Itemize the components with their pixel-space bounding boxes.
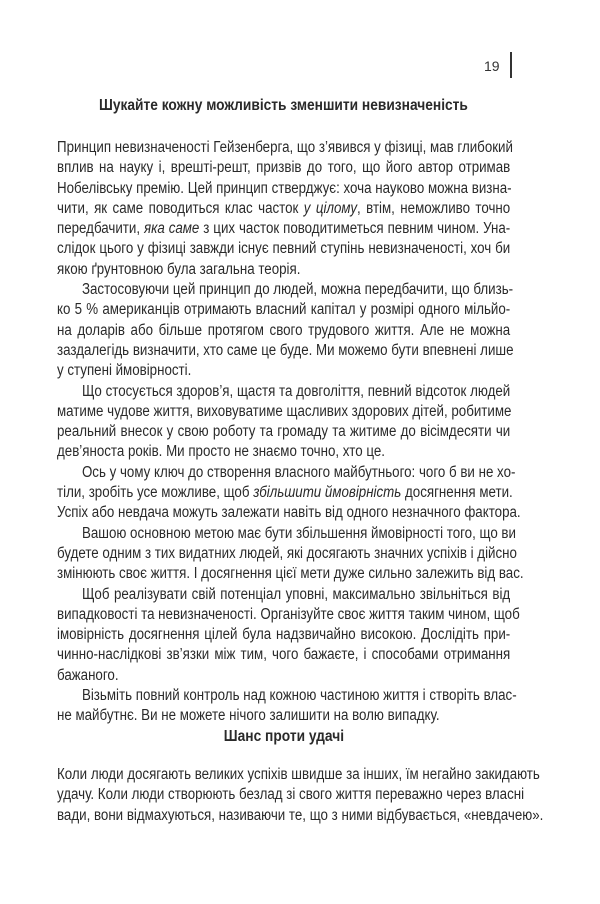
text-run: Принцип невизначеності Гейзенберга, що з’явився у фізиці, мав глибокий [57,139,513,156]
text-run: слідок цього у фізиці завжди існує певний ступінь невизначеності, хоч би [57,240,511,258]
text-line-content [57,524,516,544]
text-run: Що стосується здоров’я, щастя та довголіття, певний відсоток людей [81,382,511,400]
text-line-content [57,422,510,442]
text-line [57,280,514,300]
text-run: досягнення мети. [401,484,513,502]
text-line [57,341,514,361]
text-run: ко 5 % американців отримають власний капітал у розмірі одного мільйо- [57,301,511,319]
text-line-content [57,544,517,564]
text-line [57,706,510,726]
section-heading-text: Шукайте кожну можливість зменшити невизначеність [99,97,468,114]
text-line-content [57,280,514,300]
page-number-rule [510,52,512,78]
text-line [57,806,544,826]
text-line [57,645,510,665]
text-line [57,300,510,320]
text-line [57,239,510,259]
text-line [57,544,517,564]
text-run: змінюють своє життя. І досягнення цієї мети дуже сильно залежить від вас. [57,565,524,583]
text-run: з цих часток поводитиметься певним чином. Уна- [199,220,511,238]
text-line [57,179,510,199]
text-line-content [57,666,510,686]
text-run: не майбутнє. Ви не можете нічого залишити на волю випадку. [57,707,440,725]
text-line [57,442,510,462]
text-run: будете одним з тих видатних людей, які досягають значних успіхів і дійсно [57,544,517,562]
text-run: передбачити, [57,220,144,238]
text-line-content [57,483,513,503]
text-line [57,666,510,686]
text-line [57,158,510,178]
text-line [57,524,516,544]
text-line-content [57,138,513,158]
text-line-content [57,239,510,259]
text-line-content [57,463,516,483]
text-run: тіли, зробіть усе можливе, щоб [57,484,254,502]
text-line-content [57,625,510,645]
text-line-content [57,706,510,726]
text-line-content [57,219,510,239]
text-run: Нобелівську премію. Цей принцип стверджує: хоча науково можна визна- [57,179,512,197]
text-line [57,605,520,625]
text-line-content [57,785,525,805]
text-run: Застосовуючи цей принцип до людей, можна передбачити, що близь- [81,281,514,299]
text-run: чити, як саме поводиться клас часток [57,199,304,217]
text-line [57,785,525,805]
text-line-content [57,341,514,361]
text-run: на доларів або більше протягом свого трудового життя. Але не можна [57,321,511,339]
emphasis-text: яка саме [143,220,200,238]
text-run: Ось у чому ключ до створення власного майбутнього: чого б ви не хо- [81,463,516,481]
text-line-content [57,686,517,706]
text-line-content [57,260,510,280]
text-line [57,585,510,605]
text-line [57,260,510,280]
text-line-content [57,605,520,625]
text-line [57,321,510,341]
text-line [57,503,521,523]
text-line [57,625,510,645]
text-line [57,382,510,402]
text-run: дев’яноста років. Ми просто не знаємо точно, хто це. [57,443,385,461]
text-line-content [57,645,510,665]
page-number: 19 [484,58,500,74]
text-line-content [57,321,510,341]
text-line [57,765,540,785]
section-body [57,138,524,727]
text-run: Щоб реалізувати свій потенціал уповні, максимально звільніться від [81,585,511,603]
text-line-content [57,585,510,605]
text-run: удачу. Коли люди створюють безлад зі свого життя переважно через власні [57,786,525,804]
emphasis-text: збільшити ймовірність [253,484,402,502]
text-run: випадковості та невизначеності. Організуйте своє життя таким чином, щоб [57,605,520,623]
text-run: вплив на науку і, врешті-решт, призвів до того, що його автор отримав [57,159,511,177]
section-heading-text: Шанс проти удачі [223,728,344,745]
text-line-content [57,442,510,462]
text-run: заздалегідь визначити, хто саме це буде. Ми можемо бути впевнені лише [57,341,514,359]
text-line [57,564,524,584]
section-heading [57,728,510,746]
text-line-content [57,382,510,402]
text-line [57,483,513,503]
text-run: Коли люди досягають великих успіхів швидше за інших, їм негайно закидають [57,766,540,783]
section-body [57,765,544,826]
text-run: імовірність досягнення цілей була надзвичайно високою. Дослідіть при- [57,626,511,644]
text-run: Візьміть повний контроль над кожною частиною життя і створіть влас- [81,687,517,705]
text-line [57,422,510,442]
section-heading [57,97,510,115]
text-run: у ступені ймовірності. [57,362,192,380]
text-run: , втім, неможливо точно [357,199,511,217]
text-line [57,199,510,219]
text-line [57,219,510,239]
text-line-content [57,300,510,320]
emphasis-text: у цілому [303,199,358,217]
text-run: матиме чудове життя, виховуватиме щасливих здорових дітей, робитиме [57,402,512,420]
text-line [57,686,517,706]
text-line-content [57,361,510,381]
text-run: реальний внесок у свою роботу та громаду та житиме до вісімдесяти чи [57,423,511,441]
text-run: вади, вони відмахуються, називаючи те, що з ними відбувається, «невдачею». [57,806,544,824]
text-line-content [57,158,510,178]
text-line [57,138,513,158]
text-line [57,402,510,422]
text-run: якою ґрунтовною була загальна теорія. [57,260,301,278]
text-line-content [57,503,521,523]
text-run: Вашою основною метою має бути збільшення ймовірності того, що ви [81,524,516,542]
text-line [57,463,516,483]
text-line-content [57,179,510,199]
text-line-content [57,806,544,826]
text-line [57,361,510,381]
text-run: чинно-наслідкові зв’язки між тим, чого бажаєте, і способами отримання [57,646,511,664]
text-run: Успіх або невдача можуть залежати навіть від одного незначного фактора. [57,504,521,522]
text-line-content [57,765,540,785]
text-line-content [57,564,524,584]
text-line-content [57,199,510,219]
text-line-content [57,402,510,422]
text-run: бажаного. [57,666,119,684]
